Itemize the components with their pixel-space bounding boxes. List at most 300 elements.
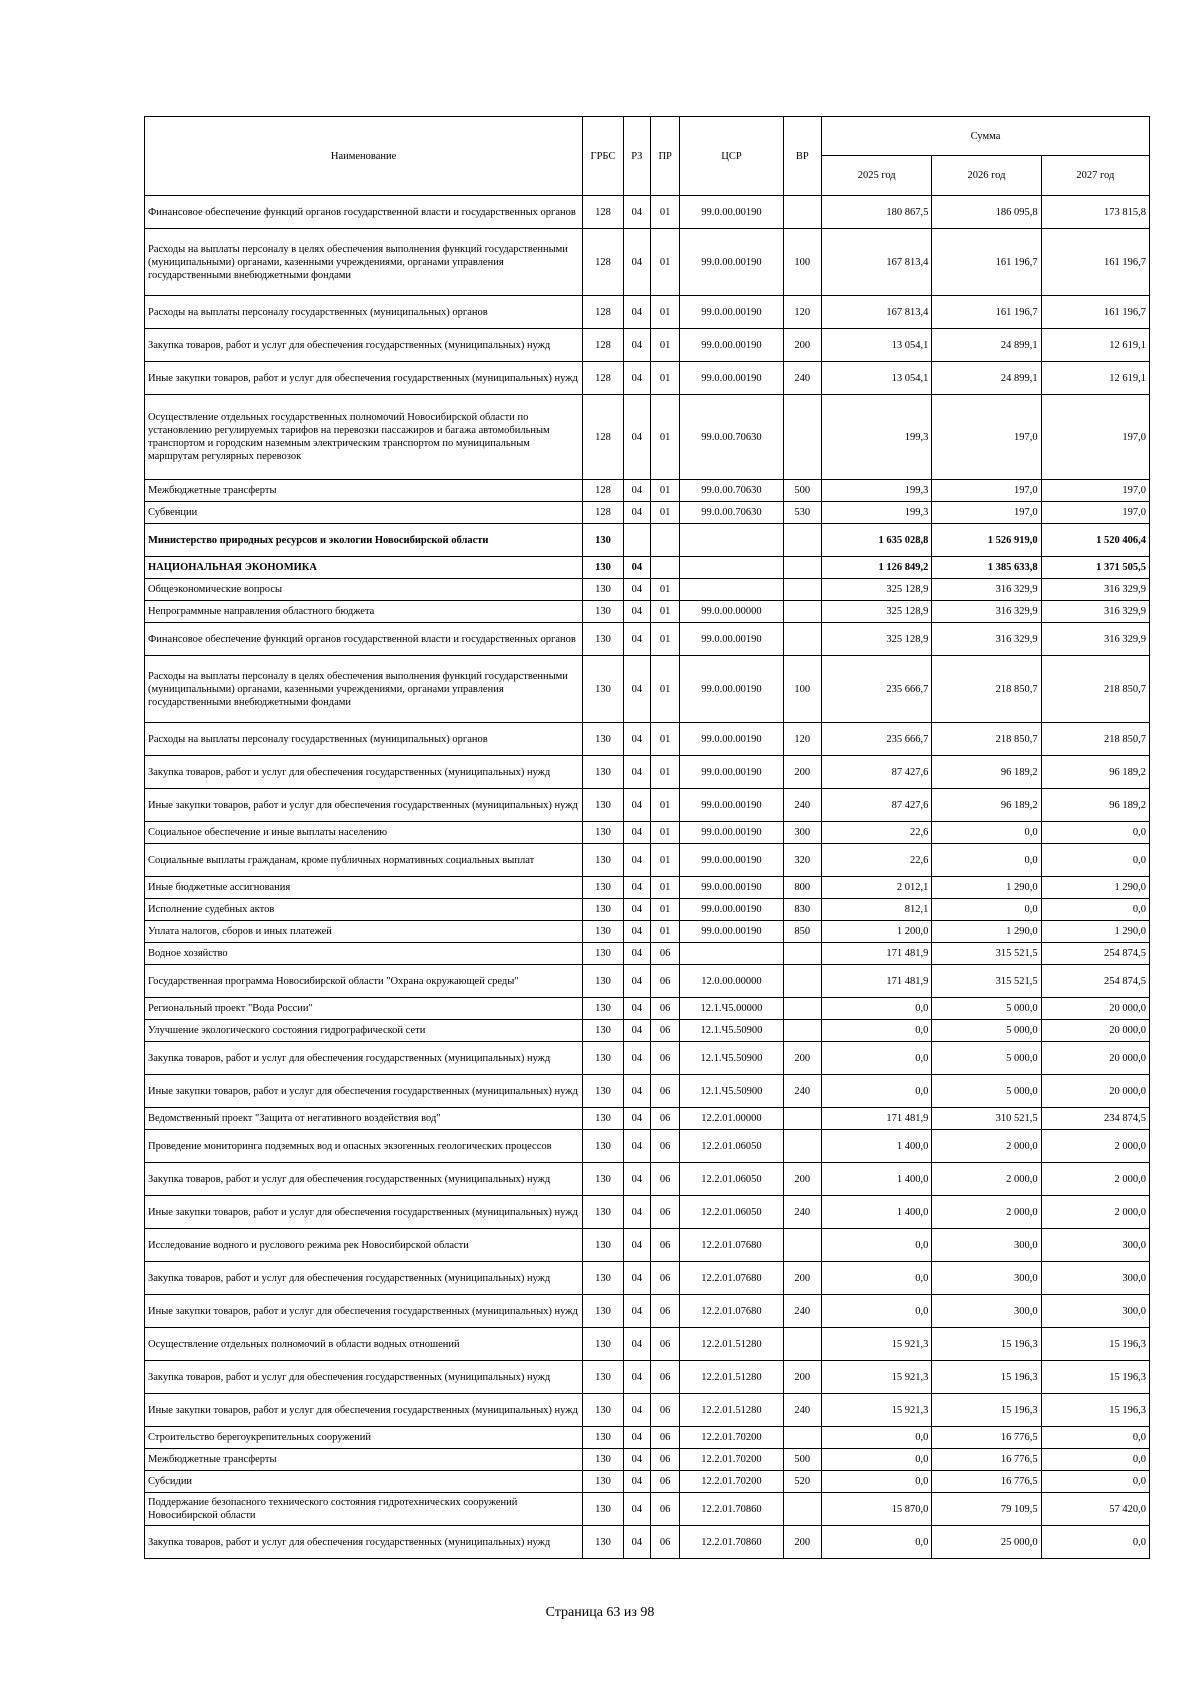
- cell-rz: [623, 524, 650, 557]
- cell-vr: [783, 965, 821, 998]
- cell-vr: 100: [783, 229, 821, 296]
- table-row: [145, 965, 1150, 998]
- cell-pr: 01: [651, 229, 680, 296]
- cell-rz: 04: [623, 789, 650, 822]
- cell-rz: 04: [623, 1526, 650, 1559]
- cell-csr: 12.0.00.00000: [680, 965, 783, 998]
- cell-pr: 06: [651, 1295, 680, 1328]
- cell-2026: 1 385 633,8: [932, 557, 1041, 579]
- cell-vr: 200: [783, 1361, 821, 1394]
- cell-2025: 325 128,9: [822, 601, 932, 623]
- cell-2025: 0,0: [822, 1229, 932, 1262]
- cell-2025: 0,0: [822, 1295, 932, 1328]
- cell-2027: 96 189,2: [1041, 789, 1149, 822]
- cell-2025: 180 867,5: [822, 196, 932, 229]
- cell-name: Иные закупки товаров, работ и услуг для обеспечения государственных (муниципальных) нужд: [145, 1196, 583, 1229]
- cell-csr: 12.2.01.51280: [680, 1361, 783, 1394]
- cell-grbs: 128: [583, 329, 623, 362]
- cell-2027: 96 189,2: [1041, 756, 1149, 789]
- cell-2027: 1 290,0: [1041, 877, 1149, 899]
- cell-pr: 06: [651, 1130, 680, 1163]
- header-csr: ЦСР: [680, 117, 783, 196]
- table-row: [145, 1042, 1150, 1075]
- cell-rz: 04: [623, 723, 650, 756]
- table-row: [145, 362, 1150, 395]
- cell-name: Поддержание безопасного технического состояния гидротехнических сооружений Новосибирской области: [145, 1493, 583, 1526]
- cell-grbs: 128: [583, 362, 623, 395]
- cell-csr: 99.0.00.70630: [680, 502, 783, 524]
- cell-pr: 01: [651, 329, 680, 362]
- table-row: [145, 579, 1150, 601]
- table-row: [145, 1493, 1150, 1526]
- page-number: Страница 63 из 98: [545, 1605, 655, 1620]
- cell-csr: 99.0.00.00190: [680, 296, 783, 329]
- cell-csr: 99.0.00.00190: [680, 723, 783, 756]
- cell-grbs: 130: [583, 623, 623, 656]
- cell-2026: 0,0: [932, 899, 1041, 921]
- cell-rz: 04: [623, 502, 650, 524]
- cell-grbs: 130: [583, 899, 623, 921]
- cell-name: Социальное обеспечение и иные выплаты населению: [145, 822, 583, 844]
- cell-2027: 1 371 505,5: [1041, 557, 1149, 579]
- cell-2026: 15 196,3: [932, 1328, 1041, 1361]
- cell-pr: [651, 524, 680, 557]
- cell-2025: 0,0: [822, 998, 932, 1020]
- cell-2026: 1 290,0: [932, 921, 1041, 943]
- cell-2026: 5 000,0: [932, 998, 1041, 1020]
- cell-pr: 06: [651, 1526, 680, 1559]
- cell-grbs: 130: [583, 1471, 623, 1493]
- cell-2026: 25 000,0: [932, 1526, 1041, 1559]
- table-row: [145, 329, 1150, 362]
- cell-2027: 0,0: [1041, 844, 1149, 877]
- cell-name: Непрограммные направления областного бюджета: [145, 601, 583, 623]
- cell-csr: 99.0.00.00190: [680, 789, 783, 822]
- cell-2025: 15 870,0: [822, 1493, 932, 1526]
- cell-csr: 12.1.Ч5.50900: [680, 1075, 783, 1108]
- cell-2026: 315 521,5: [932, 965, 1041, 998]
- cell-rz: 04: [623, 196, 650, 229]
- cell-grbs: 130: [583, 1042, 623, 1075]
- cell-pr: 01: [651, 656, 680, 723]
- cell-pr: 06: [651, 998, 680, 1020]
- cell-pr: 01: [651, 822, 680, 844]
- cell-csr: [680, 524, 783, 557]
- cell-2026: 16 776,5: [932, 1471, 1041, 1493]
- cell-2025: 87 427,6: [822, 756, 932, 789]
- cell-2026: 197,0: [932, 395, 1041, 480]
- cell-2027: 0,0: [1041, 1526, 1149, 1559]
- cell-name: Иные закупки товаров, работ и услуг для обеспечения государственных (муниципальных) нужд: [145, 1075, 583, 1108]
- table-body: [145, 196, 1150, 1559]
- cell-2027: 173 815,8: [1041, 196, 1149, 229]
- table-row: [145, 1526, 1150, 1559]
- cell-2027: 300,0: [1041, 1229, 1149, 1262]
- cell-name: Иные закупки товаров, работ и услуг для обеспечения государственных (муниципальных) нужд: [145, 1394, 583, 1427]
- cell-2026: 310 521,5: [932, 1108, 1041, 1130]
- cell-name: Закупка товаров, работ и услуг для обеспечения государственных (муниципальных) нужд: [145, 756, 583, 789]
- cell-vr: [783, 579, 821, 601]
- cell-2026: 186 095,8: [932, 196, 1041, 229]
- cell-rz: 04: [623, 1449, 650, 1471]
- cell-2027: 0,0: [1041, 1449, 1149, 1471]
- cell-csr: 99.0.00.00000: [680, 601, 783, 623]
- cell-2026: 96 189,2: [932, 789, 1041, 822]
- cell-pr: 06: [651, 1163, 680, 1196]
- cell-grbs: 130: [583, 1394, 623, 1427]
- cell-csr: 99.0.00.70630: [680, 395, 783, 480]
- cell-vr: [783, 601, 821, 623]
- table-row: [145, 1328, 1150, 1361]
- table-row: [145, 656, 1150, 723]
- header-rz: РЗ: [623, 117, 650, 196]
- cell-grbs: 128: [583, 296, 623, 329]
- cell-2026: 218 850,7: [932, 723, 1041, 756]
- cell-2025: 235 666,7: [822, 723, 932, 756]
- cell-2027: 197,0: [1041, 480, 1149, 502]
- cell-pr: 01: [651, 789, 680, 822]
- cell-rz: 04: [623, 480, 650, 502]
- cell-name: Уплата налогов, сборов и иных платежей: [145, 921, 583, 943]
- cell-2025: 1 400,0: [822, 1196, 932, 1229]
- cell-pr: 01: [651, 395, 680, 480]
- cell-grbs: 130: [583, 943, 623, 965]
- cell-rz: 04: [623, 756, 650, 789]
- table-row: [145, 921, 1150, 943]
- cell-2025: 167 813,4: [822, 229, 932, 296]
- cell-name: Строительство берегоукрепительных сооружений: [145, 1427, 583, 1449]
- cell-name: Общеэкономические вопросы: [145, 579, 583, 601]
- table-row: [145, 1108, 1150, 1130]
- cell-csr: 99.0.00.00190: [680, 899, 783, 921]
- cell-name: Ведомственный проект "Защита от негативного воздействия вод": [145, 1108, 583, 1130]
- cell-csr: 99.0.00.70630: [680, 480, 783, 502]
- cell-csr: 12.2.01.51280: [680, 1394, 783, 1427]
- cell-2026: 161 196,7: [932, 296, 1041, 329]
- cell-rz: 04: [623, 1361, 650, 1394]
- cell-pr: 06: [651, 1262, 680, 1295]
- cell-pr: 01: [651, 844, 680, 877]
- cell-2025: 15 921,3: [822, 1394, 932, 1427]
- cell-pr: 01: [651, 502, 680, 524]
- cell-rz: 04: [623, 1427, 650, 1449]
- cell-2026: 1 526 919,0: [932, 524, 1041, 557]
- cell-2025: 812,1: [822, 899, 932, 921]
- cell-vr: 800: [783, 877, 821, 899]
- cell-2027: 20 000,0: [1041, 998, 1149, 1020]
- cell-2027: 1 290,0: [1041, 921, 1149, 943]
- cell-2027: 300,0: [1041, 1262, 1149, 1295]
- cell-2027: 254 874,5: [1041, 943, 1149, 965]
- table-row: [145, 1295, 1150, 1328]
- header-year-2025: 2025 год: [822, 156, 932, 196]
- cell-grbs: 130: [583, 1130, 623, 1163]
- cell-2025: 235 666,7: [822, 656, 932, 723]
- cell-csr: 99.0.00.00190: [680, 362, 783, 395]
- cell-rz: 04: [623, 329, 650, 362]
- cell-2027: 1 520 406,4: [1041, 524, 1149, 557]
- cell-pr: 01: [651, 296, 680, 329]
- cell-vr: [783, 524, 821, 557]
- cell-2025: 199,3: [822, 502, 932, 524]
- table-row: [145, 1394, 1150, 1427]
- cell-csr: 12.2.01.70200: [680, 1427, 783, 1449]
- cell-2025: 1 400,0: [822, 1130, 932, 1163]
- cell-grbs: 130: [583, 1295, 623, 1328]
- cell-pr: 06: [651, 1196, 680, 1229]
- cell-grbs: 130: [583, 822, 623, 844]
- cell-2027: 2 000,0: [1041, 1163, 1149, 1196]
- cell-name: Иные закупки товаров, работ и услуг для обеспечения государственных (муниципальных) нужд: [145, 789, 583, 822]
- cell-pr: 01: [651, 196, 680, 229]
- cell-vr: 300: [783, 822, 821, 844]
- cell-grbs: 128: [583, 480, 623, 502]
- cell-grbs: 128: [583, 229, 623, 296]
- cell-name: Министерство природных ресурсов и экологии Новосибирской области: [145, 524, 583, 557]
- cell-2025: 199,3: [822, 480, 932, 502]
- table-row: [145, 623, 1150, 656]
- cell-csr: 12.2.01.06050: [680, 1130, 783, 1163]
- cell-csr: 12.2.01.07680: [680, 1262, 783, 1295]
- cell-2027: 20 000,0: [1041, 1020, 1149, 1042]
- cell-2027: 197,0: [1041, 395, 1149, 480]
- cell-2026: 96 189,2: [932, 756, 1041, 789]
- cell-csr: 12.1.Ч5.50900: [680, 1042, 783, 1075]
- cell-vr: [783, 1328, 821, 1361]
- cell-2027: 20 000,0: [1041, 1075, 1149, 1108]
- cell-grbs: 130: [583, 601, 623, 623]
- cell-rz: 04: [623, 943, 650, 965]
- cell-pr: 06: [651, 1449, 680, 1471]
- cell-rz: 04: [623, 1471, 650, 1493]
- cell-2026: 315 521,5: [932, 943, 1041, 965]
- cell-rz: 04: [623, 1042, 650, 1075]
- cell-grbs: 130: [583, 1262, 623, 1295]
- cell-2026: 1 290,0: [932, 877, 1041, 899]
- cell-2026: 197,0: [932, 480, 1041, 502]
- cell-2027: 316 329,9: [1041, 601, 1149, 623]
- cell-csr: 12.2.01.06050: [680, 1196, 783, 1229]
- cell-rz: 04: [623, 395, 650, 480]
- cell-grbs: 130: [583, 1361, 623, 1394]
- cell-name: Осуществление отдельных полномочий в области водных отношений: [145, 1328, 583, 1361]
- cell-2027: 15 196,3: [1041, 1394, 1149, 1427]
- cell-vr: 500: [783, 1449, 821, 1471]
- cell-pr: 06: [651, 1427, 680, 1449]
- cell-grbs: 130: [583, 579, 623, 601]
- cell-vr: 240: [783, 1075, 821, 1108]
- table-row: [145, 524, 1150, 557]
- cell-2025: 0,0: [822, 1262, 932, 1295]
- cell-vr: [783, 557, 821, 579]
- cell-2025: 13 054,1: [822, 362, 932, 395]
- cell-csr: 99.0.00.00190: [680, 877, 783, 899]
- header-vr: ВР: [783, 117, 821, 196]
- cell-pr: 06: [651, 1394, 680, 1427]
- cell-2025: 0,0: [822, 1075, 932, 1108]
- cell-name: Государственная программа Новосибирской области "Охрана окружающей среды": [145, 965, 583, 998]
- cell-vr: [783, 1229, 821, 1262]
- table-row: [145, 1163, 1150, 1196]
- cell-rz: 04: [623, 822, 650, 844]
- cell-rz: 04: [623, 623, 650, 656]
- cell-2025: 1 126 849,2: [822, 557, 932, 579]
- cell-csr: [680, 579, 783, 601]
- cell-pr: 01: [651, 579, 680, 601]
- table-row: [145, 723, 1150, 756]
- cell-rz: 04: [623, 362, 650, 395]
- cell-2027: 316 329,9: [1041, 579, 1149, 601]
- cell-2025: 15 921,3: [822, 1328, 932, 1361]
- cell-2027: 161 196,7: [1041, 296, 1149, 329]
- cell-2025: 1 200,0: [822, 921, 932, 943]
- table-row: [145, 1427, 1150, 1449]
- cell-2026: 5 000,0: [932, 1020, 1041, 1042]
- cell-vr: 520: [783, 1471, 821, 1493]
- cell-grbs: 130: [583, 789, 623, 822]
- cell-rz: 04: [623, 1229, 650, 1262]
- table-row: [145, 502, 1150, 524]
- cell-vr: 850: [783, 921, 821, 943]
- cell-vr: [783, 998, 821, 1020]
- cell-2026: 161 196,7: [932, 229, 1041, 296]
- cell-csr: [680, 557, 783, 579]
- cell-name: Финансовое обеспечение функций органов государственной власти и государственных органов: [145, 196, 583, 229]
- cell-vr: [783, 1493, 821, 1526]
- cell-rz: 04: [623, 921, 650, 943]
- cell-pr: 01: [651, 877, 680, 899]
- cell-2026: 300,0: [932, 1262, 1041, 1295]
- cell-pr: 01: [651, 601, 680, 623]
- cell-2027: 197,0: [1041, 502, 1149, 524]
- cell-2027: 12 619,1: [1041, 362, 1149, 395]
- cell-vr: 320: [783, 844, 821, 877]
- cell-rz: 04: [623, 557, 650, 579]
- cell-vr: [783, 1130, 821, 1163]
- cell-grbs: 130: [583, 1163, 623, 1196]
- cell-csr: 99.0.00.00190: [680, 822, 783, 844]
- cell-2026: 5 000,0: [932, 1042, 1041, 1075]
- cell-grbs: 130: [583, 1075, 623, 1108]
- cell-grbs: 130: [583, 723, 623, 756]
- cell-vr: 240: [783, 1196, 821, 1229]
- header-year-2027: 2027 год: [1041, 156, 1149, 196]
- cell-vr: 200: [783, 1163, 821, 1196]
- cell-vr: 120: [783, 296, 821, 329]
- header-name: Наименование: [145, 117, 583, 196]
- cell-csr: 12.2.01.07680: [680, 1229, 783, 1262]
- cell-2026: 2 000,0: [932, 1196, 1041, 1229]
- cell-vr: 830: [783, 899, 821, 921]
- cell-2025: 325 128,9: [822, 623, 932, 656]
- cell-name: Проведение мониторинга подземных вод и опасных экзогенных геологических процессов: [145, 1130, 583, 1163]
- cell-grbs: 130: [583, 1196, 623, 1229]
- cell-grbs: 130: [583, 1108, 623, 1130]
- cell-2026: 218 850,7: [932, 656, 1041, 723]
- cell-grbs: 130: [583, 998, 623, 1020]
- cell-name: Закупка товаров, работ и услуг для обеспечения государственных (муниципальных) нужд: [145, 1262, 583, 1295]
- cell-vr: 200: [783, 329, 821, 362]
- budget-table: [144, 116, 1150, 1559]
- cell-2027: 0,0: [1041, 1427, 1149, 1449]
- cell-2026: 2 000,0: [932, 1163, 1041, 1196]
- cell-pr: 06: [651, 1075, 680, 1108]
- table-row: [145, 789, 1150, 822]
- cell-grbs: 130: [583, 1427, 623, 1449]
- cell-rz: 04: [623, 965, 650, 998]
- cell-pr: 01: [651, 362, 680, 395]
- cell-2026: 300,0: [932, 1295, 1041, 1328]
- table-row: [145, 1020, 1150, 1042]
- cell-vr: 200: [783, 756, 821, 789]
- cell-rz: 04: [623, 1493, 650, 1526]
- table-row: [145, 395, 1150, 480]
- cell-name: Расходы на выплаты персоналу государственных (муниципальных) органов: [145, 723, 583, 756]
- cell-csr: 99.0.00.00190: [680, 844, 783, 877]
- cell-name: Межбюджетные трансферты: [145, 480, 583, 502]
- cell-rz: 04: [623, 1196, 650, 1229]
- cell-csr: 12.2.01.70200: [680, 1449, 783, 1471]
- cell-2025: 0,0: [822, 1020, 932, 1042]
- header-year-2026: 2026 год: [932, 156, 1041, 196]
- cell-2025: 0,0: [822, 1449, 932, 1471]
- cell-csr: [680, 943, 783, 965]
- cell-name: Иные бюджетные ассигнования: [145, 877, 583, 899]
- cell-vr: 530: [783, 502, 821, 524]
- cell-vr: [783, 1108, 821, 1130]
- table-header: [145, 117, 1150, 196]
- table-row: [145, 480, 1150, 502]
- cell-name: Закупка товаров, работ и услуг для обеспечения государственных (муниципальных) нужд: [145, 1163, 583, 1196]
- cell-2026: 24 899,1: [932, 329, 1041, 362]
- table-row: [145, 1196, 1150, 1229]
- cell-csr: 12.2.01.70860: [680, 1493, 783, 1526]
- cell-csr: 99.0.00.00190: [680, 623, 783, 656]
- cell-csr: 99.0.00.00190: [680, 756, 783, 789]
- cell-pr: 06: [651, 965, 680, 998]
- cell-2027: 20 000,0: [1041, 1042, 1149, 1075]
- cell-vr: 120: [783, 723, 821, 756]
- cell-vr: [783, 395, 821, 480]
- header-pr: ПР: [651, 117, 680, 196]
- cell-vr: 240: [783, 362, 821, 395]
- cell-name: Закупка товаров, работ и услуг для обеспечения государственных (муниципальных) нужд: [145, 1361, 583, 1394]
- cell-name: Иные закупки товаров, работ и услуг для обеспечения государственных (муниципальных) нужд: [145, 362, 583, 395]
- cell-pr: 06: [651, 1042, 680, 1075]
- cell-name: Субсидии: [145, 1471, 583, 1493]
- cell-2025: 0,0: [822, 1042, 932, 1075]
- table-row: [145, 1075, 1150, 1108]
- cell-vr: 240: [783, 1394, 821, 1427]
- cell-rz: 04: [623, 1130, 650, 1163]
- cell-2026: 16 776,5: [932, 1427, 1041, 1449]
- cell-grbs: 130: [583, 1526, 623, 1559]
- cell-2026: 0,0: [932, 844, 1041, 877]
- table-row: [145, 1229, 1150, 1262]
- cell-csr: 12.2.01.70200: [680, 1471, 783, 1493]
- cell-rz: 04: [623, 1108, 650, 1130]
- cell-2027: 2 000,0: [1041, 1130, 1149, 1163]
- cell-2027: 316 329,9: [1041, 623, 1149, 656]
- cell-2025: 2 012,1: [822, 877, 932, 899]
- cell-vr: 500: [783, 480, 821, 502]
- cell-pr: 06: [651, 1493, 680, 1526]
- cell-name: Исследование водного и руслового режима рек Новосибирской области: [145, 1229, 583, 1262]
- cell-name: Исполнение судебных актов: [145, 899, 583, 921]
- cell-grbs: 130: [583, 877, 623, 899]
- cell-vr: 200: [783, 1262, 821, 1295]
- table-row: [145, 296, 1150, 329]
